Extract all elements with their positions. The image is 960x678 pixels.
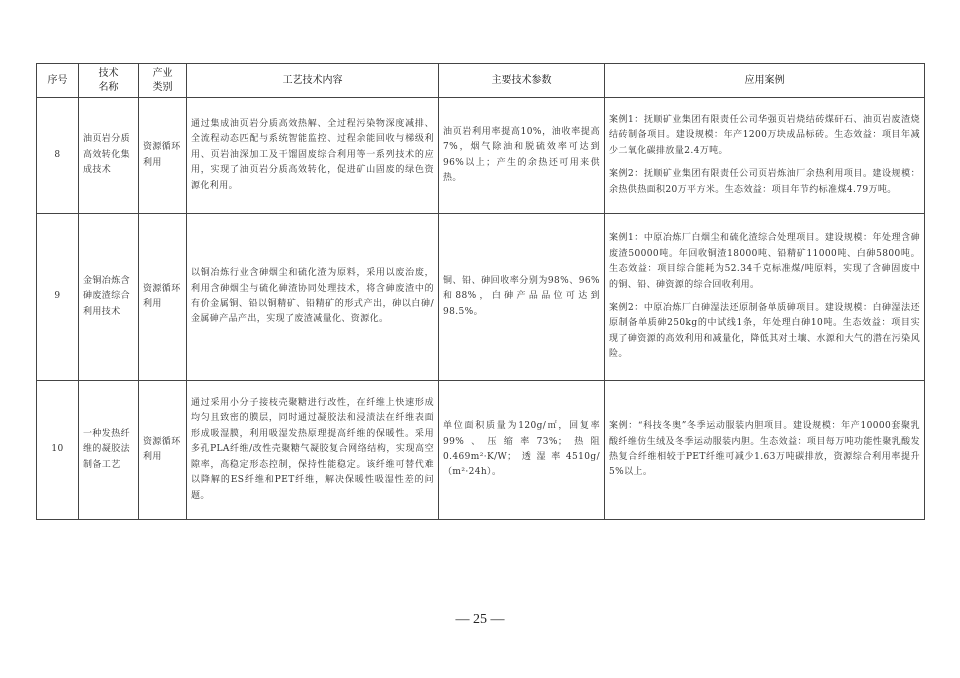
- process-content: 以铜冶炼行业含砷烟尘和硫化渣为原料，采用以废治废，利用含砷烟尘与硫化砷渣协同处理技术，将含砷废渣中的有价金属铜、铅以铜精矿、铅精矿的形式产出，砷以白砷/金属砷产品产出，实现了废渣减量化、资源化。: [187, 214, 439, 381]
- table-row: [37, 214, 925, 381]
- case-item: [609, 419, 920, 481]
- case-text: 案例：“科技冬奥”冬季运动服装内胆项目。建设规模：年产10000套聚乳酸纤维仿生绒及冬季运动服装内胆。生态效益：项目每万吨功能性聚乳酸发热复合纤维相较于PET纤维可减少1.63万吨碳排放，资源综合利用率提升5%以上。: [609, 421, 920, 478]
- technology-name: 一种发热纤维的凝胶法制备工艺: [79, 381, 139, 520]
- table-row: [37, 381, 925, 520]
- header-params: 主要技术参数: [439, 64, 605, 98]
- header-category: [139, 64, 187, 98]
- technology-table: [36, 63, 925, 520]
- case-text: 案例1：抚顺矿业集团有限责任公司华强页岩烧结砖煤矸石、油页岩废渣烧结砖制备项目。建设规模：年产1200万块成品标砖。生态效益：项目年减少二氧化碳排放量2.4万吨。: [609, 114, 920, 156]
- header-cases: 应用案例: [605, 64, 925, 98]
- case-item: [609, 113, 920, 159]
- row-index: 10: [37, 381, 79, 520]
- table-row: [37, 98, 925, 214]
- case-item: [609, 301, 920, 363]
- process-content: 通过采用小分子接枝壳聚糖进行改性，在纤维上快速形成均匀且致密的膜层，同时通过凝胶法和浸渍法在纤维表面形成吸湿膜，利用吸湿发热原理提高纤维的保暖性。采用多孔PLA纤维/改性壳聚糖气凝胶复合网络结构，实现高空隙率，高稳定形态控制，保持性能稳定。该纤维可替代难以降解的ES纤维和PET纤维，解决保暖性吸湿性差的问题。: [187, 381, 439, 520]
- table-header-row: [37, 64, 925, 98]
- header-content: 工艺技术内容: [187, 64, 439, 98]
- header-category-text: 产业类别: [152, 67, 173, 93]
- case-text: 案例2：抚顺矿业集团有限责任公司页岩炼油厂余热利用项目。建设规模：余热供热面积20万平方米。生态效益：项目年节约标准煤4.79万吨。: [609, 169, 920, 195]
- industry-category: 资源循环利用: [139, 98, 187, 214]
- header-index: 序号: [37, 64, 79, 98]
- technical-parameters: 铜、铅、砷回收率分别为98%、96%和88%，白砷产品品位可达到98.5%。: [439, 214, 605, 381]
- case-text: 案例2：中原冶炼厂白砷湿法还原制备单质砷项目。建设规模：白砷湿法还原制备单质砷250kg的中试线1条，年处理白砷10吨。生态效益：项目实现了砷资源的高效利用和减量化，降低其对土壤、水源和大气的潜在污染风险。: [609, 303, 920, 360]
- header-name-text: 技术名称: [98, 67, 119, 93]
- application-cases: [605, 214, 925, 381]
- technical-parameters: 油页岩利用率提高10%，油收率提高7%，烟气除油和脱硫效率可达到96%以上；产生的余热还可用来供热。: [439, 98, 605, 214]
- application-cases: [605, 98, 925, 214]
- header-name: [79, 64, 139, 98]
- technology-name: 油页岩分质高效转化集成技术: [79, 98, 139, 214]
- technical-parameters: 单位面积质量为120g/㎡，回复率99%、压缩率73%；热阻0.469m²·K/W；透湿率4510g/（m²·24h）。: [439, 381, 605, 520]
- case-item: [609, 231, 920, 293]
- row-index: 9: [37, 214, 79, 381]
- industry-category: 资源循环利用: [139, 381, 187, 520]
- case-item: [609, 167, 920, 198]
- industry-category: 资源循环利用: [139, 214, 187, 381]
- application-cases: [605, 381, 925, 520]
- process-content: 通过集成油页岩分质高效热解、全过程污染物深度减排、全流程动态匹配与系统智能监控、过程余能回收与梯级利用、页岩油深加工及干馏固废综合利用等一系列技术的应用，实现了油页岩分质高效转化，促进矿山固废的绿色资源化利用。: [187, 98, 439, 214]
- row-index: 8: [37, 98, 79, 214]
- technology-name: 金铜冶炼含砷废渣综合利用技术: [79, 214, 139, 381]
- case-text: 案例1：中原冶炼厂白烟尘和硫化渣综合处理项目。建设规模：年处理含砷废渣50000吨。年回收铜渣18000吨、铅精矿11000吨、白砷5800吨。生态效益：项目综合能耗为52.34千克标准煤/吨原料，实现了含砷固废中的铜、铅、砷资源的综合回收利用。: [609, 233, 920, 290]
- page-number: — 25 —: [455, 612, 505, 627]
